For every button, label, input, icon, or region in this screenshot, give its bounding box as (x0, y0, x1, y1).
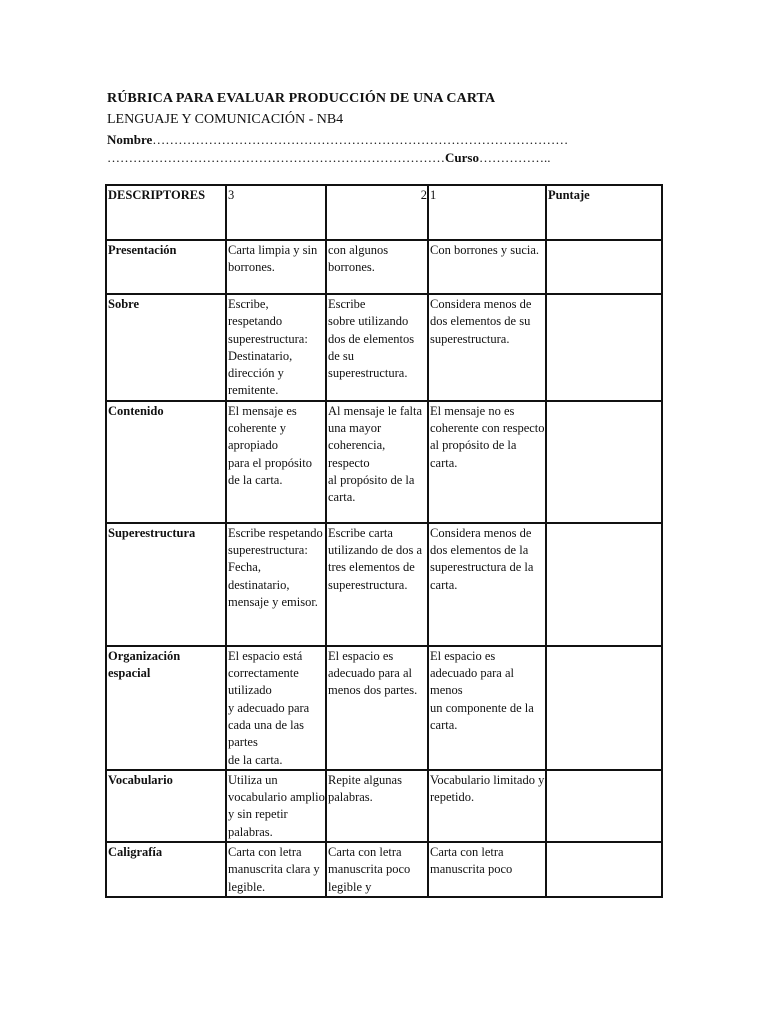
cell-score-1: Vocabulario limitado y repetido. (428, 770, 546, 842)
header-descriptores: DESCRIPTORES (106, 185, 226, 240)
rubric-table (105, 184, 663, 898)
cell-score-1: El espacio es adecuado para al menos un componente de la carta. (428, 646, 546, 770)
nombre-dots: …………………………………………………………………………………… (152, 132, 569, 147)
cell-score-1: Considera menos de dos elementos de la superestructura de la carta. (428, 523, 546, 646)
row-descriptor: Vocabulario (106, 770, 226, 842)
cell-score-2: Escribe sobre utilizando dos de elementos de su superestructura. (326, 294, 428, 401)
cell-puntaje[interactable] (546, 842, 662, 897)
cell-puntaje[interactable] (546, 401, 662, 523)
table-row (106, 646, 662, 770)
cell-score-3: El espacio está correctamente utilizado y adecuado para cada una de las partes de la carta. (226, 646, 326, 770)
nombre-label: Nombre (107, 132, 153, 147)
table-row (106, 294, 662, 401)
row-descriptor: Organización espacial (106, 646, 226, 770)
row-descriptor: Superestructura (106, 523, 226, 646)
cell-puntaje[interactable] (546, 770, 662, 842)
header-score-2: 2 (326, 185, 428, 240)
header-puntaje: Puntaje (546, 185, 662, 240)
document-title: RÚBRICA PARA EVALUAR PRODUCCIÓN DE UNA CARTA (107, 91, 496, 106)
row-descriptor: Sobre (106, 294, 226, 401)
row-descriptor: Contenido (106, 401, 226, 523)
cell-score-3: El mensaje es coherente y apropiado para el propósito de la carta. (226, 401, 326, 523)
cell-puntaje[interactable] (546, 240, 662, 294)
row-descriptor: Caligrafía (106, 842, 226, 897)
curso-label: Curso (445, 150, 479, 165)
cell-score-1: El mensaje no es coherente con respecto al propósito de la carta. (428, 401, 546, 523)
cell-score-2: Repite algunas palabras. (326, 770, 428, 842)
cell-puntaje[interactable] (546, 646, 662, 770)
table-row (106, 770, 662, 842)
cell-score-2: El espacio es adecuado para al menos dos partes. (326, 646, 428, 770)
cell-score-3: Escribe respetando superestructura: Fecha, destinatario, mensaje y emisor. (226, 523, 326, 646)
table-row (106, 842, 662, 897)
cell-score-1: Con borrones y sucia. (428, 240, 546, 294)
curso-line (107, 150, 550, 166)
cell-puntaje[interactable] (546, 523, 662, 646)
table-row (106, 240, 662, 294)
header-score-3: 3 (226, 185, 326, 240)
table-header-row (106, 185, 662, 240)
document-subtitle: LENGUAJE Y COMUNICACIÓN - NB4 (107, 112, 344, 127)
cell-score-3: Carta limpia y sin borrones. (226, 240, 326, 294)
cell-puntaje[interactable] (546, 294, 662, 401)
cell-score-2: con algunos borrones. (326, 240, 428, 294)
cell-score-2: Carta con letra manuscrita poco legible y (326, 842, 428, 897)
cell-score-3: Escribe, respetando superestructura: Destinatario, dirección y remitente. (226, 294, 326, 401)
table-row (106, 523, 662, 646)
cell-score-2: Al mensaje le falta una mayor coherencia, respecto al propósito de la carta. (326, 401, 428, 523)
cell-score-3: Utiliza un vocabulario amplio y sin repetir palabras. (226, 770, 326, 842)
table-row (106, 401, 662, 523)
row-descriptor: Presentación (106, 240, 226, 294)
cell-score-1: Carta con letra manuscrita poco (428, 842, 546, 897)
header-score-1: 1 (428, 185, 546, 240)
curso-dots: …………….. (478, 150, 551, 165)
line2-dots: …………………………………………………………………… (107, 150, 445, 165)
cell-score-3: Carta con letra manuscrita clara y legible. (226, 842, 326, 897)
cell-score-1: Considera menos de dos elementos de su superestructura. (428, 294, 546, 401)
nombre-line (107, 132, 568, 148)
cell-score-2: Escribe carta utilizando de dos a tres elementos de superestructura. (326, 523, 428, 646)
